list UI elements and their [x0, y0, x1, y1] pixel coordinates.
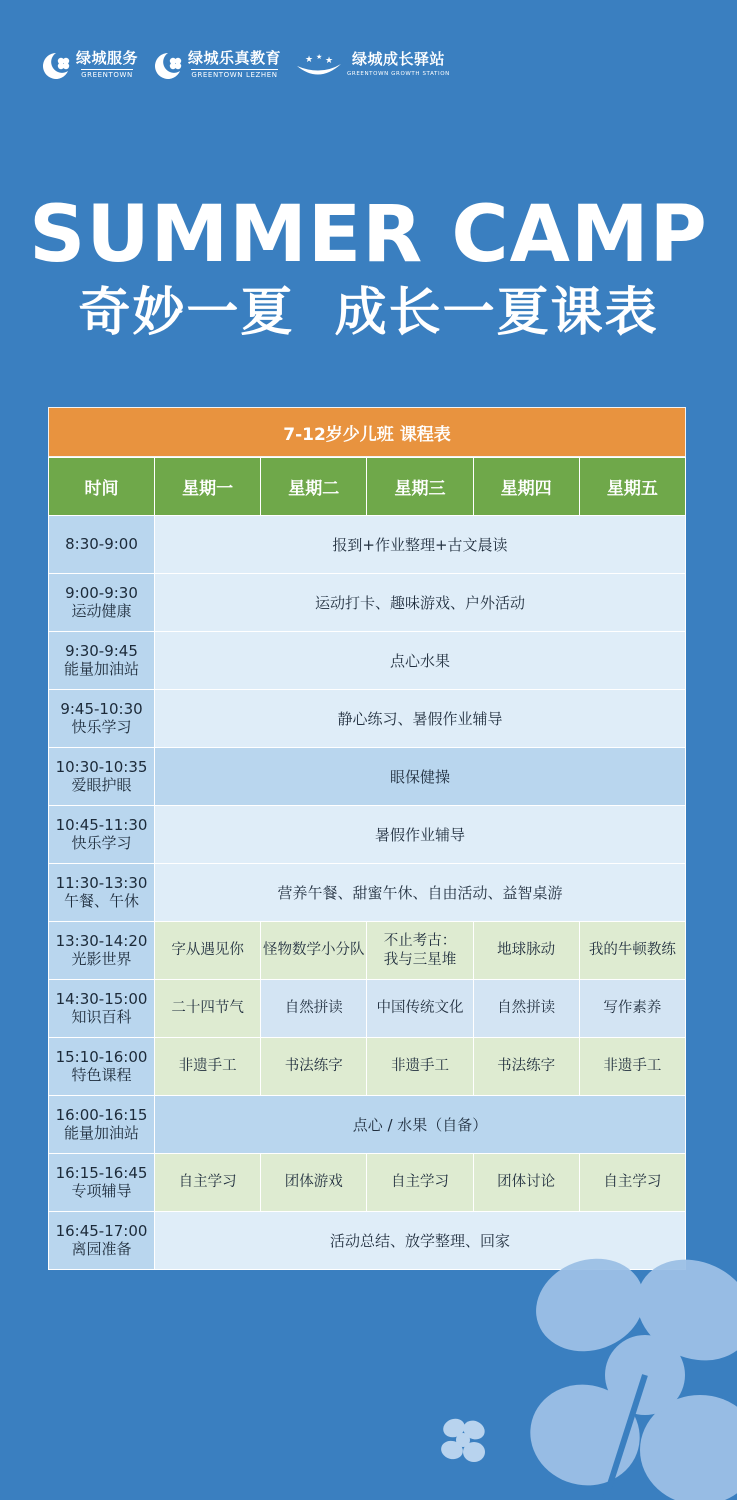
time-label: 运动健康: [71, 601, 132, 620]
logo-greentown-service: [40, 51, 138, 79]
activity-text: 自然拼读: [284, 1000, 343, 1017]
activity-cell: [261, 1038, 367, 1096]
activity-text: 书法练字: [497, 1058, 556, 1075]
table-row: [49, 864, 686, 922]
table-row: [49, 690, 686, 748]
activity-text: 怪物数学小分队: [263, 942, 365, 959]
activity-text: 二十四节气: [171, 1000, 244, 1017]
table-row: [49, 1154, 686, 1212]
activity-text: 字从遇见你: [171, 942, 244, 959]
svg-text:★: ★: [316, 53, 323, 61]
header-day: 星期三: [367, 458, 473, 516]
svg-text:★: ★: [305, 55, 314, 65]
logo-en-text: GREENTOWN: [81, 71, 133, 79]
time-cell: [49, 1038, 155, 1096]
header-day: 星期五: [579, 458, 685, 516]
table-row: [49, 1038, 686, 1096]
time-cell: [49, 806, 155, 864]
activity-cell: [579, 1038, 685, 1096]
activity-text: 写作素养: [603, 1000, 662, 1017]
activity-cell: [367, 1154, 473, 1212]
activity-cell-all-days: 点心水果: [155, 632, 686, 690]
title-chinese: 奇妙一夏 成长一夏课表: [78, 283, 659, 343]
time-range: 10:45-11:30: [55, 816, 148, 835]
activity-cell-all-days: 营养午餐、甜蜜午休、自由活动、益智桌游: [155, 864, 686, 922]
time-range: 13:30-14:20: [55, 932, 148, 951]
activity-cell: [367, 980, 473, 1038]
activity-cell: [155, 1154, 261, 1212]
time-range: 16:15-16:45: [55, 1164, 148, 1183]
activity-cell: [155, 922, 261, 980]
activity-cell: [473, 922, 579, 980]
time-range: 9:45-10:30: [60, 700, 143, 719]
time-cell: [49, 1154, 155, 1212]
activity-text: 自主学习: [178, 1174, 237, 1191]
activity-cell-all-days: 眼保健操: [155, 748, 686, 806]
activity-text: 团体讨论: [497, 1174, 556, 1191]
flower-icon: [432, 1410, 492, 1470]
time-cell: [49, 574, 155, 632]
logo-cn-text: 绿城成长驿站: [351, 50, 445, 69]
header-day: 星期四: [473, 458, 579, 516]
clover-logo-icon: [40, 51, 72, 79]
activity-cell: [261, 922, 367, 980]
time-range: 9:30-9:45: [65, 642, 138, 661]
time-range: 10:30-10:35: [55, 758, 148, 777]
activity-cell-all-days: 报到+作业整理+古文晨读: [155, 516, 686, 574]
activity-text: 自主学习: [390, 1174, 449, 1191]
activity-cell-all-days: 静心练习、暑假作业辅导: [155, 690, 686, 748]
table-row: [49, 806, 686, 864]
time-label: 快乐学习: [71, 717, 132, 736]
activity-text: 中国传统文化: [376, 1000, 464, 1017]
table-row: [49, 1096, 686, 1154]
time-cell: [49, 632, 155, 690]
logo-cn-text: 绿城服务: [76, 49, 139, 67]
time-range: 16:45-17:00: [55, 1222, 148, 1241]
time-cell: [49, 748, 155, 806]
time-cell: [49, 980, 155, 1038]
time-cell: [49, 516, 155, 574]
time-label: 能量加油站: [63, 659, 139, 678]
activity-cell-all-days: 暑假作业辅导: [155, 806, 686, 864]
clover-logo-icon: [152, 51, 184, 79]
time-cell: [49, 690, 155, 748]
activity-cell: [367, 1038, 473, 1096]
activity-text: 自然拼读: [497, 1000, 556, 1017]
table-row: [49, 748, 686, 806]
title-english: SUMMER CAMP: [29, 190, 708, 280]
svg-text:★: ★: [325, 56, 334, 66]
activity-text: 地球脉动: [497, 942, 556, 959]
schedule-title: 7-12岁少儿班 课程表: [48, 407, 686, 457]
time-cell: [49, 1212, 155, 1270]
time-label: 光影世界: [71, 949, 132, 968]
activity-text: 我的牛顿教练: [588, 942, 676, 959]
table-row: [49, 516, 686, 574]
activity-cell: [579, 1154, 685, 1212]
activity-cell: [579, 980, 685, 1038]
activity-cell-all-days: 运动打卡、趣味游戏、户外活动: [155, 574, 686, 632]
activity-text: 非遗手工: [390, 1058, 449, 1075]
activity-cell-all-days: 活动总结、放学整理、回家: [155, 1212, 686, 1270]
activity-text: 团体游戏: [284, 1174, 343, 1191]
activity-cell: [579, 922, 685, 980]
activity-cell: [473, 980, 579, 1038]
time-label: 爱眼护眼: [71, 775, 132, 794]
header-time: 时间: [49, 458, 155, 516]
logo-greentown-lezhen: [152, 51, 281, 79]
header-day: 星期二: [261, 458, 367, 516]
table-row: [49, 980, 686, 1038]
time-label: 特色课程: [71, 1065, 132, 1084]
logo-bar: [40, 50, 450, 80]
time-label: 午餐、午休: [63, 891, 139, 910]
time-label: 能量加油站: [63, 1123, 139, 1142]
logo-growth-station: [295, 50, 450, 80]
time-cell: [49, 864, 155, 922]
time-label: 知识百科: [71, 1007, 132, 1026]
schedule-grid: [48, 457, 686, 1270]
activity-text: 书法练字: [284, 1058, 343, 1075]
time-cell: [49, 922, 155, 980]
activity-cell: [473, 1154, 579, 1212]
time-range: 8:30-9:00: [65, 534, 138, 553]
activity-cell: [261, 1154, 367, 1212]
time-range: 16:00-16:15: [55, 1106, 148, 1125]
table-row: [49, 574, 686, 632]
flower-icon: [510, 1235, 737, 1500]
activity-text: 不止考古： 我与三星堆: [383, 933, 457, 968]
activity-text: 非遗手工: [178, 1058, 237, 1075]
activity-cell: [155, 1038, 261, 1096]
activity-cell: [473, 1038, 579, 1096]
activity-cell: [367, 922, 473, 980]
time-range: 9:00-9:30: [65, 584, 138, 603]
activity-cell-all-days: 点心 / 水果（自备）: [155, 1096, 686, 1154]
activity-cell: [155, 980, 261, 1038]
time-range: 11:30-13:30: [55, 874, 148, 893]
logo-en-text: GREENTOWN GROWTH STATION: [347, 71, 450, 78]
stars-swoosh-logo-icon: [295, 50, 343, 80]
header-row: [49, 458, 686, 516]
logo-cn-text: 绿城乐真教育: [188, 49, 282, 67]
header-day: 星期一: [155, 458, 261, 516]
time-cell: [49, 1096, 155, 1154]
time-label: 离园准备: [71, 1239, 132, 1258]
time-range: 15:10-16:00: [55, 1048, 148, 1067]
table-row: [49, 922, 686, 980]
activity-cell: [261, 980, 367, 1038]
schedule-table: [48, 407, 686, 1270]
table-row: [49, 632, 686, 690]
time-label: 快乐学习: [71, 833, 132, 852]
time-label: 专项辅导: [71, 1181, 132, 1200]
time-range: 14:30-15:00: [55, 990, 148, 1009]
logo-en-text: GREENTOWN LEZHEN: [191, 71, 278, 79]
activity-text: 非遗手工: [603, 1058, 662, 1075]
activity-text: 自主学习: [603, 1174, 662, 1191]
